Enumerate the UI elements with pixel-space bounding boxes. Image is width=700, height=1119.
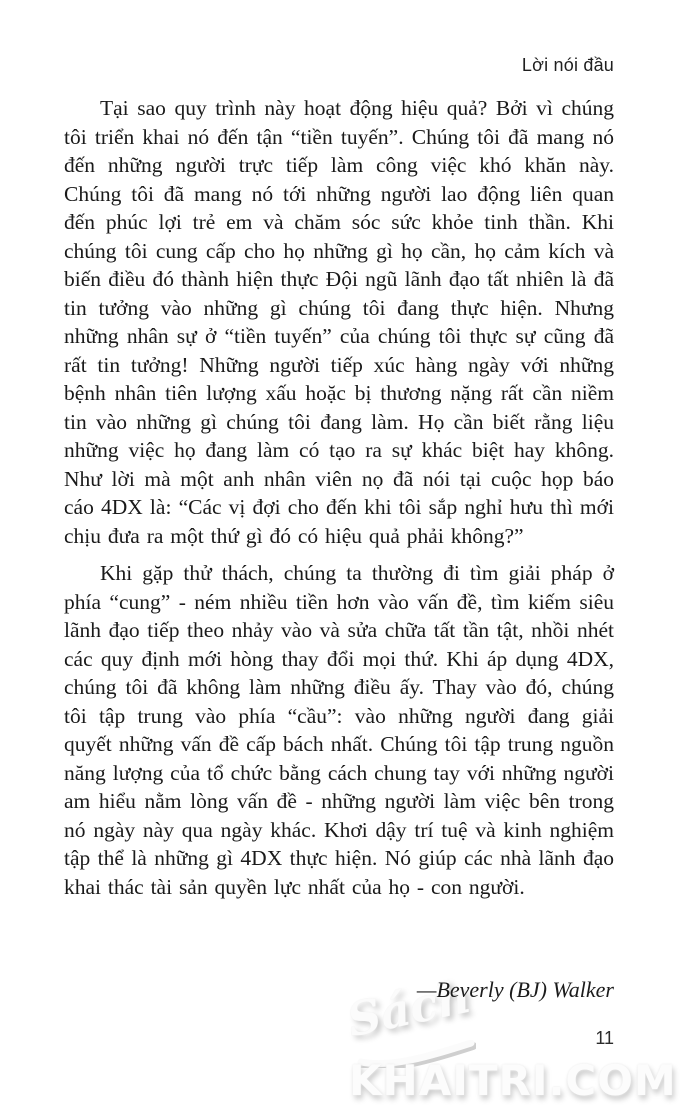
watermark-domain-text: KHAITRI.COM (349, 1056, 677, 1105)
body-text (64, 94, 614, 901)
watermark-underline-swash (356, 1040, 476, 1068)
page-number: 11 (595, 1028, 614, 1048)
watermark-script-text: Sách (342, 968, 476, 1048)
paragraph-1: Tại sao quy trình này hoạt động hiệu quả? Bởi vì chúng tôi triển khai nó đến tận “tiền tuyến”. Chúng tôi đã mang nó đến những người trực tiếp làm công việc khó khăn này. Chúng tôi đã mang nó tới những người lao động liên quan đến phúc lợi trẻ em và chăm sóc sức khỏe tinh thần. Khi chúng tôi cung cấp cho họ những gì họ cần, họ cảm kích và biến điều đó thành hiện thực Đội ngũ lãnh đạo tất nhiên là đã tin tưởng vào những gì chúng tôi đang thực hiện. Nhưng những nhân sự ở “tiền tuyến” của chúng tôi thực sự cũng đã rất tin tưởng! Những người tiếp xúc hàng ngày với những bệnh nhân tiên lượng xấu hoặc bị thương nặng rất cần niềm tin vào những gì chúng tôi đang làm. Họ cần biết rằng liệu những việc họ đang làm có tạo ra sự khác biệt hay không. Như lời mà một anh nhân viên nọ đã nói tại cuộc họp báo cáo 4DX là: “Các vị đợi cho đến khi tôi sắp nghỉ hưu thì mới chịu đưa ra một thứ gì đó có hiệu quả phải không?” (64, 96, 614, 548)
attribution-author: —Beverly (BJ) Walker (416, 977, 614, 1002)
running-header: Lời nói đầu (521, 55, 614, 75)
paragraph-2: Khi gặp thử thách, chúng ta thường đi tìm giải pháp ở phía “cung” - ném nhiều tiền hơn vào vấn đề, tìm kiếm siêu lãnh đạo tiếp theo nhảy vào và sửa chữa tất tần tật, nhồi nhét các quy định mới hòng thay đổi mọi thứ. Khi áp dụng 4DX, chúng tôi đã không làm những điều ấy. Thay vào đó, chúng tôi tập trung vào phía “cầu”: vào những người đang giải quyết những vấn đề cấp bách nhất. Chúng tôi tập trung nguồn năng lượng của tổ chức bằng cách chung tay với những người am hiểu nằm lòng vấn đề - những người làm việc bên trong nó ngày này qua ngày khác. Khơi dậy trí tuệ và kinh nghiệm tập thể là những gì 4DX thực hiện. Nó giúp các nhà lãnh đạo khai thác tài sản quyền lực nhất của họ - con người. (64, 561, 614, 899)
